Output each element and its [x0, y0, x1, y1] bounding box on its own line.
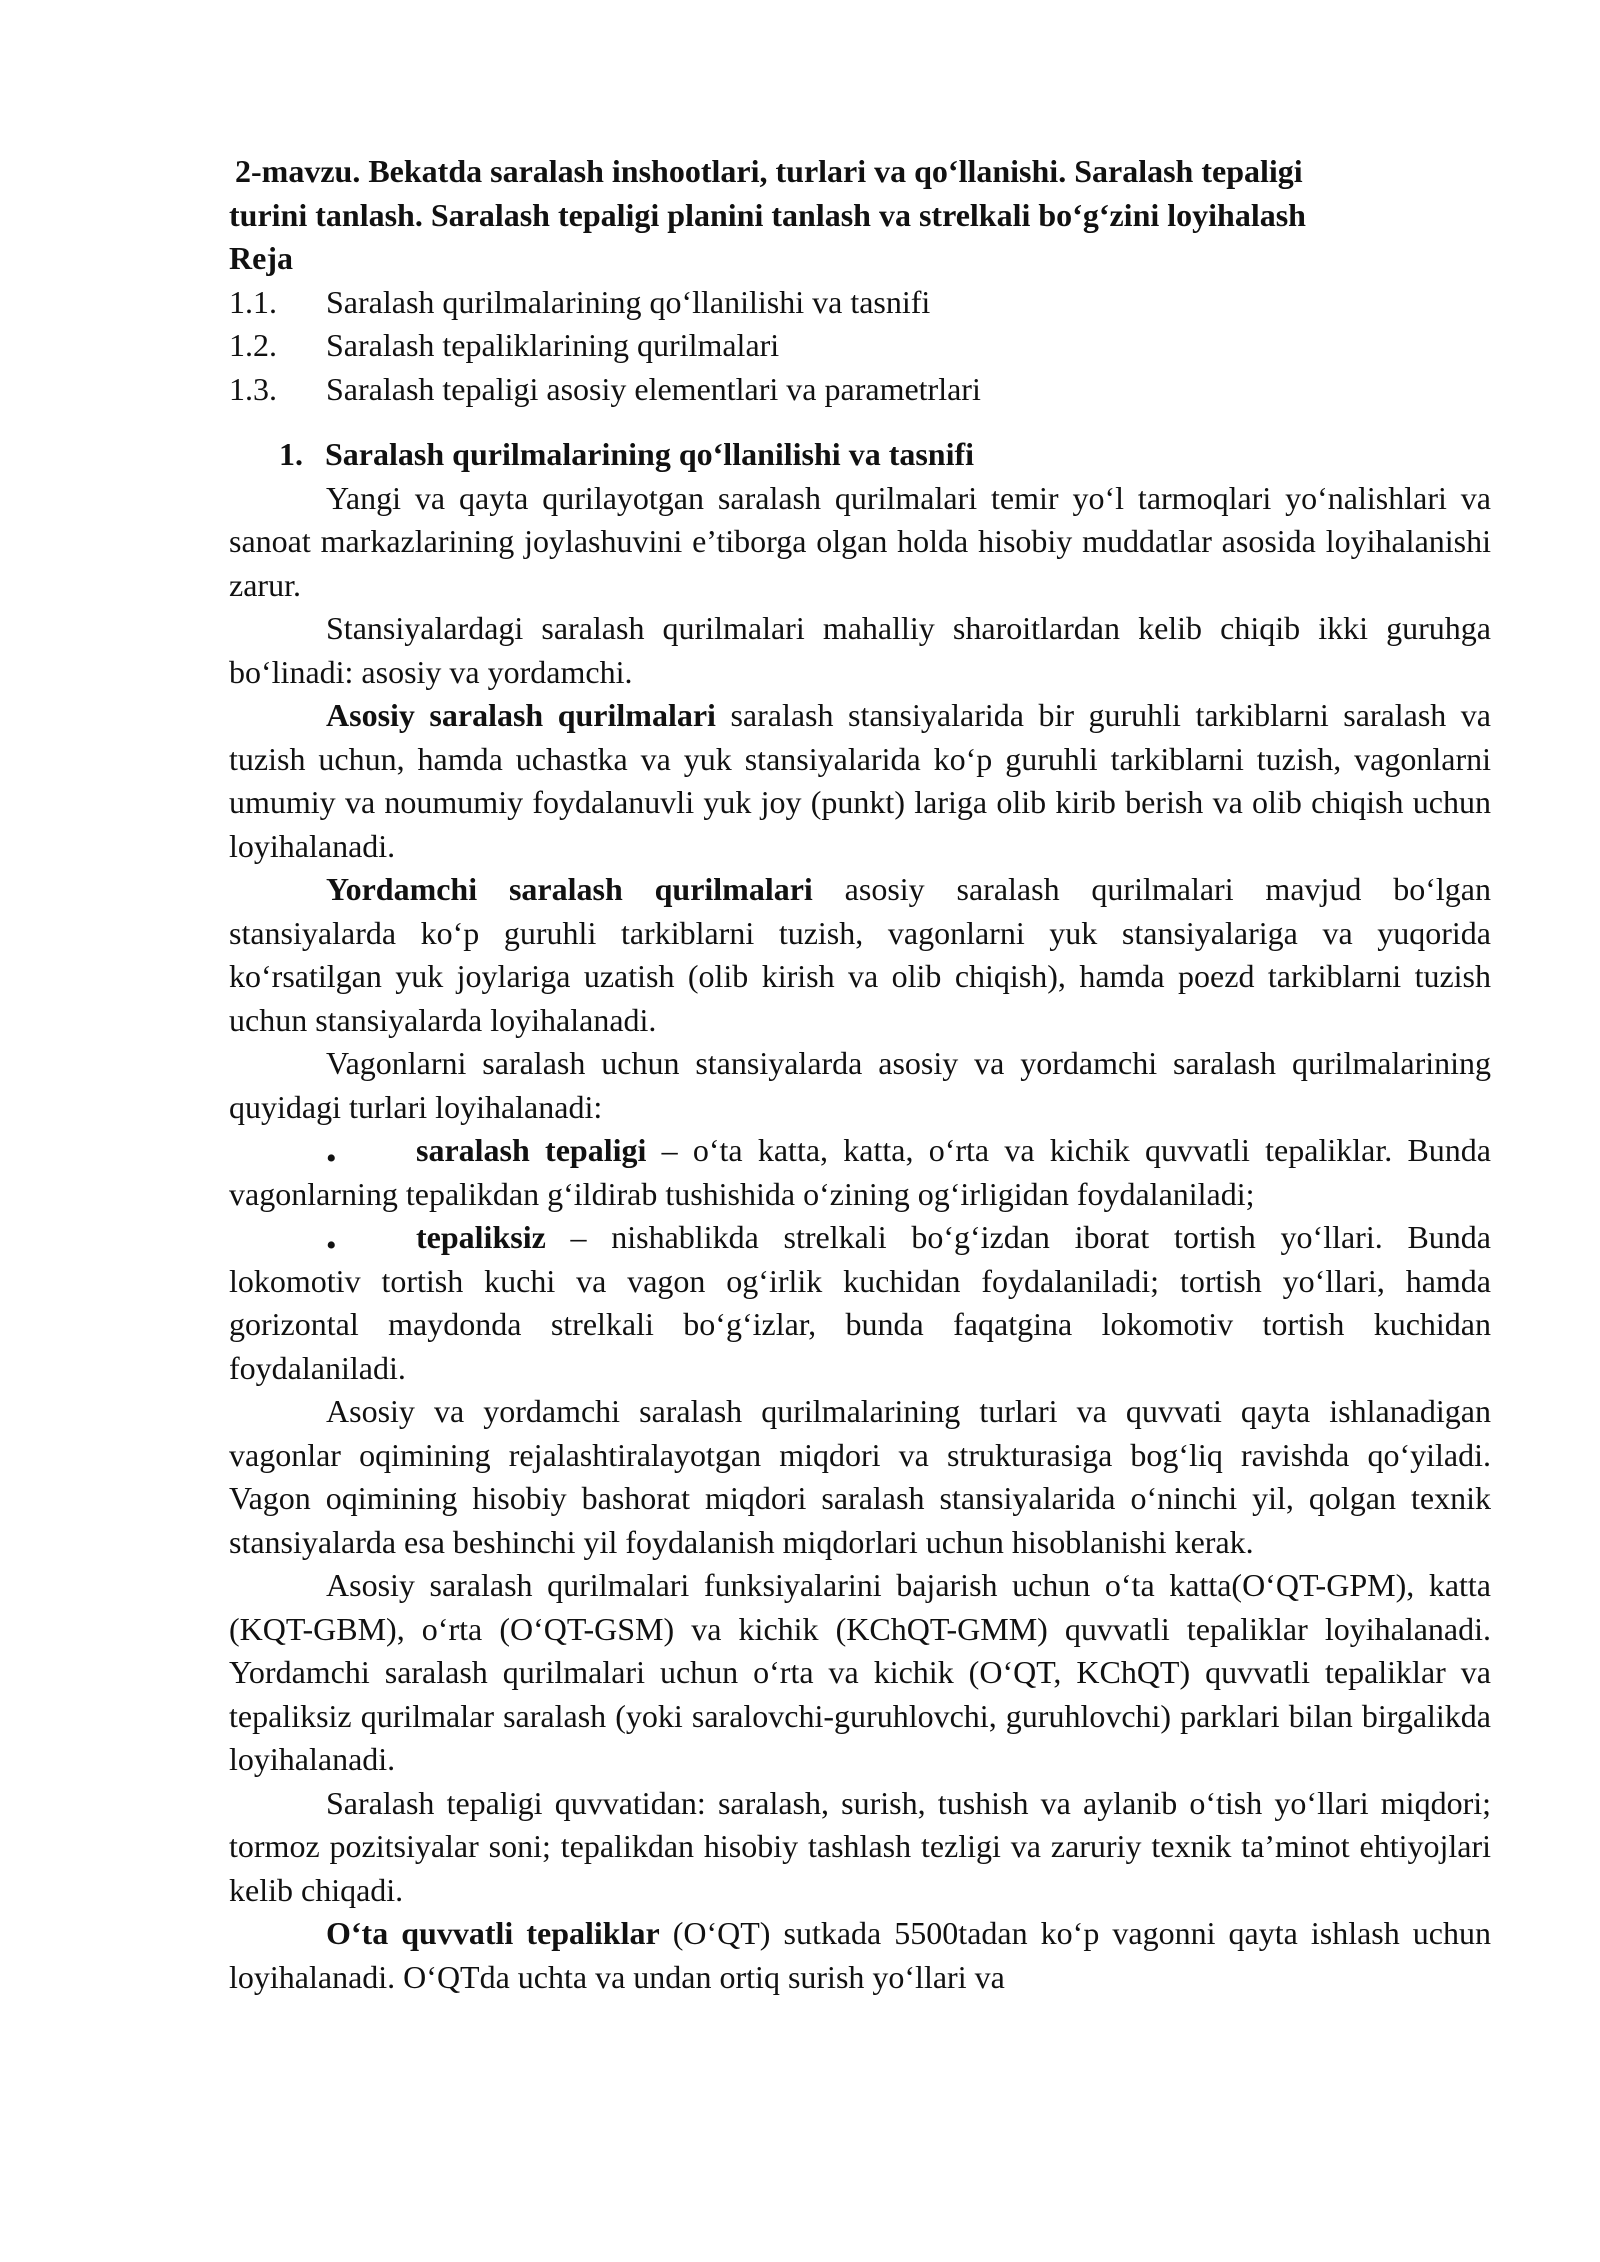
- bullet-icon: •: [326, 1142, 337, 1175]
- plan-item: [229, 281, 1491, 325]
- lecture-title-line-1: 2-mavzu. Bekatda saralash inshootlari, turlari va qo‘llanishi. Saralash tepaligi: [235, 153, 1303, 189]
- bullet-item-humpless: [229, 1216, 1491, 1390]
- plan-item-text: Saralash qurilmalarining qo‘llanilishi va tasnifi: [326, 283, 931, 320]
- paragraph-groups: Stansiyalardagi saralash qurilmalari mahalliy sharoitlardan kelib chiqib ikki guruhga bo‘linadi: asosiy va yordamchi.: [229, 610, 1491, 690]
- paragraph-auxiliary-devices-text: asosiy saralash qurilmalari mavjud bo‘lgan stansiyalarda ko‘p guruhli tarkiblarni tuzish, vagonlarni yuk stansiyalariga va yuqorida ko‘rsatilgan yuk joylariga uzatish (olib kirish va olib chiqish), hamda poezd tarkiblarni tuzish uchun stansiyalarda loyihalanadi.: [229, 871, 1491, 1038]
- paragraph-main-devices-text: saralash stansiyalarida bir guruhli tarkiblarni saralash va tuzish uchun, hamda uchastka va yuk stansiyalarida ko‘p guruhli tarkiblarni tuzish, vagonlarni umumiy va noumumiy foydalanuvli yuk joy (punkt) lariga olib kirib berish va olib chiqish uchun loyihalanadi.: [229, 697, 1492, 864]
- paragraph-device-types: Vagonlarni saralash uchun stansiyalarda asosiy va yordamchi saralash qurilmalarining quyidagi turlari loyihalanadi:: [229, 1045, 1491, 1125]
- term-main-devices: Asosiy saralash qurilmalari: [326, 697, 716, 733]
- paragraph-intro: Yangi va qayta qurilayotgan saralash qurilmalari temir yo‘l tarmoqlari yo‘nalishlari va sanoat markazlarining joylashuvini e’tiborga olgan holda hisobiy muddatlar asosida loyihalanishi zarur.: [229, 479, 1491, 603]
- term-hump: saralash tepaligi: [416, 1132, 647, 1168]
- lecture-title-line-2: turini tanlash. Saralash tepaligi planini tanlash va strelkali bo‘g‘zini loyihalash: [229, 196, 1306, 233]
- plan-item-text: Saralash tepaligi asosiy elementlari va parametrlari: [326, 370, 981, 407]
- plan-item-number: 1.1.: [229, 283, 277, 320]
- bullet-icon: •: [326, 1229, 337, 1262]
- bullet-item-hump-text: – o‘ta katta, katta, o‘rta va kichik quvvatli tepaliklar. Bunda vagonlarning tepalikdan g‘ildirab tushishida o‘zining og‘irligidan foydalaniladi;: [229, 1132, 1492, 1212]
- paragraph-hump-classes: Asosiy saralash qurilmalari funksiyalarini bajarish uchun o‘ta katta(O‘QT-GPM), katta (KQT-GBM), o‘rta (O‘QT-GSM) va kichik (KChQT-GMM) quvvatli tepaliklar loyihalanadi. Yordamchi saralash qurilmalari uchun o‘rta va kichik (O‘QT, KChQT) quvvatli tepaliklar va tepaliksiz qurilmalar saralash (yoki saralovchi-guruhlovchi, guruhlovchi) parklari bilan birgalikda loyihalanadi.: [229, 1567, 1491, 1777]
- paragraph-hump-power: Saralash tepaligi quvvatidan: saralash, surish, tushish va aylanib o‘tish yo‘llari miqdori; tormoz pozitsiyalar soni; tepalikdan hisobiy tashlash tezligi va zaruriy texnik ta’minot ehtiyojlari kelib chiqadi.: [229, 1784, 1491, 1908]
- bullet-item-hump: [229, 1129, 1491, 1216]
- plan-item: [229, 324, 1491, 368]
- term-auxiliary-devices: Yordamchi saralash qurilmalari: [326, 871, 813, 907]
- plan-item-number: 1.3.: [229, 370, 277, 407]
- paragraph-extra-large-humps-text: (O‘QT) sutkada 5500tadan ko‘p vagonni qayta ishlash uchun loyihalanadi. O‘QTda uchta va undan ortiq surish yo‘llari va: [229, 1915, 1492, 1995]
- paragraph-auxiliary-devices: [229, 868, 1491, 1042]
- plan-item-number: 1.2.: [229, 327, 277, 363]
- paragraph-extra-large-humps: [229, 1912, 1491, 1999]
- plan-list: [229, 281, 1491, 412]
- paragraph-main-devices: [229, 694, 1491, 868]
- paragraph-capacity: Asosiy va yordamchi saralash qurilmalarining turlari va quvvati qayta ishlanadigan vagonlar oqimining rejalashtiralayotgan miqdori va strukturasiga bog‘liq ravishda qo‘yiladi. Vagon oqimining hisobiy bashorat miqdori saralash stansiyalarida o‘ninchi yil, qolgan texnik stansiyalarda esa beshinchi yil foydalanish miqdorlari uchun hisoblanishi kerak.: [229, 1393, 1491, 1560]
- section-number: 1.: [279, 436, 303, 472]
- plan-item: [229, 368, 1491, 412]
- document-body: [229, 150, 1491, 1999]
- bullet-item-humpless-text: – nishablikda strelkali bo‘g‘izdan iborat tortish yo‘llari. Bunda lokomotiv tortish kuchi va vagon og‘irlik kuchidan foydalaniladi; tortish yo‘llari, hamda gorizontal maydonda strelkali bo‘g‘izlar, bunda faqatgina lokomotiv tortish kuchidan foydalaniladi.: [229, 1219, 1491, 1386]
- section-heading: [229, 433, 1491, 477]
- plan-item-text: Saralash tepaliklarining qurilmalari: [326, 327, 780, 363]
- term-humpless: tepaliksiz: [416, 1219, 546, 1255]
- section-title: Saralash qurilmalarining qo‘llanilishi va tasnifi: [325, 436, 975, 472]
- term-extra-large-humps: O‘ta quvvatli tepaliklar: [326, 1915, 660, 1951]
- plan-heading: Reja: [229, 240, 293, 276]
